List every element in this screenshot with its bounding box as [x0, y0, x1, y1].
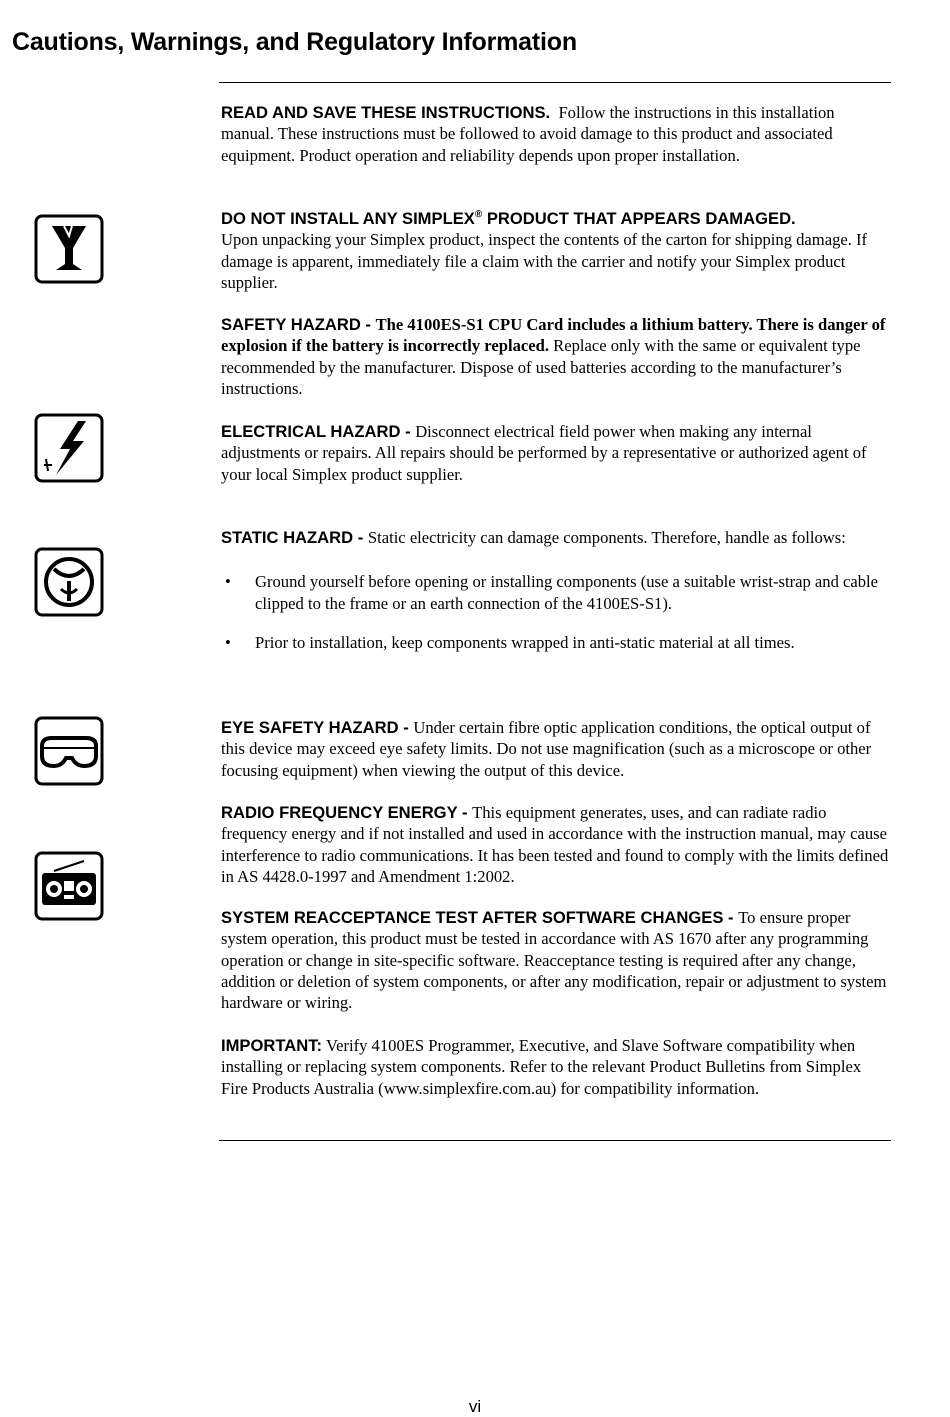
safety-hazard-section — [221, 314, 891, 399]
read-and-save-body: Follow the instructions in this installation manual. These instructions must be followed to avoid damage to this product and associated equipment. Product operation and reliability depends upon proper installation. — [221, 103, 835, 165]
electrical-hazard-body: Disconnect electrical field power when making any internal adjustments or repairs. All repairs should be performed by a representative or authorized agent of your local Simplex product supplier. — [221, 422, 867, 484]
do-not-install-heading: DO NOT INSTALL ANY SIMPLEX® PRODUCT THAT APPEARS DAMAGED. — [221, 209, 796, 228]
eye-safety-body: Under certain fibre optic application conditions, the optical output of this device may exceed eye safety limits. Do not use magnification (such as a microscope or other focusing equipment) when viewing the output of this device. — [221, 718, 872, 780]
top-rule — [219, 82, 891, 83]
electrical-hazard-section — [221, 421, 891, 485]
radio-frequency-section — [221, 802, 891, 887]
read-and-save-section — [221, 102, 891, 166]
static-hazard-icon — [34, 547, 104, 617]
static-hazard-heading: STATIC HAZARD - — [221, 528, 368, 547]
eye-safety-goggles-icon — [34, 716, 104, 786]
do-not-install-body: Upon unpacking your Simplex product, inspect the contents of the carton for shipping damage. If damage is apparent, immediately file a claim with the carrier and notify your Simplex product supplier. — [221, 230, 868, 292]
safety-hazard-body: Replace only with the same or equivalent type recommended by the manufacturer. Dispose of used batteries according to the manufacturer’s instructions. — [221, 336, 861, 398]
read-and-save-heading: READ AND SAVE THESE INSTRUCTIONS. — [221, 103, 551, 122]
page-title: Cautions, Warnings, and Regulatory Information — [12, 28, 577, 56]
important-body: Verify 4100ES Programmer, Executive, and Slave Software compatibility when installing or replacing system components. Refer to the relevant Product Bulletins from Simplex Fire Products Australia (www.simplexfire.com.au) for compatibility information. — [221, 1036, 862, 1098]
static-hazard-list — [221, 571, 891, 653]
page-number: vi — [468, 1397, 482, 1416]
static-hazard-section — [221, 527, 891, 653]
reacceptance-heading: SYSTEM REACCEPTANCE TEST AFTER SOFTWARE CHANGES - — [221, 908, 739, 927]
radio-frequency-body: This equipment generates, uses, and can radiate radio frequency energy and if not installed and used in accordance with the instruction manual, may cause interference to radio communications. It has been tested and found to comply with the limits defined in AS 4428.0-1997 and Amendment 1:2002. — [221, 803, 889, 886]
reacceptance-body: To ensure proper system operation, this product must be tested in accordance with AS 1670 after any programming operation or change in site-specific software. Reacceptance testing is required after any change, addition or deletion of system components, or after any modification, repair or adjustment to system hardware or wiring. — [221, 908, 887, 1013]
fragile-glass-icon — [34, 214, 104, 284]
static-hazard-body: Static electricity can damage components. Therefore, handle as follows: — [367, 528, 846, 547]
important-section — [221, 1035, 891, 1099]
do-not-install-section — [221, 208, 891, 293]
safety-hazard-heading: SAFETY HAZARD - — [221, 315, 376, 334]
important-heading: IMPORTANT: — [221, 1036, 323, 1055]
electrical-hazard-icon — [34, 413, 104, 483]
electrical-hazard-heading: ELECTRICAL HAZARD - — [221, 422, 416, 441]
eye-safety-heading: EYE SAFETY HAZARD - — [221, 718, 414, 737]
list-item: • Prior to installation, keep components wrapped in anti-static material at all times. — [225, 632, 795, 652]
safety-hazard-warning: The 4100ES-S1 CPU Card includes a lithium battery. There is danger of explosion if the battery is incorrectly replaced. — [221, 315, 886, 356]
reacceptance-section — [221, 907, 891, 1013]
bottom-rule — [219, 1140, 891, 1141]
eye-safety-section — [221, 717, 891, 781]
list-item: • Ground yourself before opening or installing components (use a suitable wrist-strap and cable clipped to the frame or an earth connection of the 4100ES-S1). — [225, 572, 879, 613]
radio-frequency-heading: RADIO FREQUENCY ENERGY - — [221, 803, 473, 822]
radio-frequency-icon — [34, 851, 104, 921]
